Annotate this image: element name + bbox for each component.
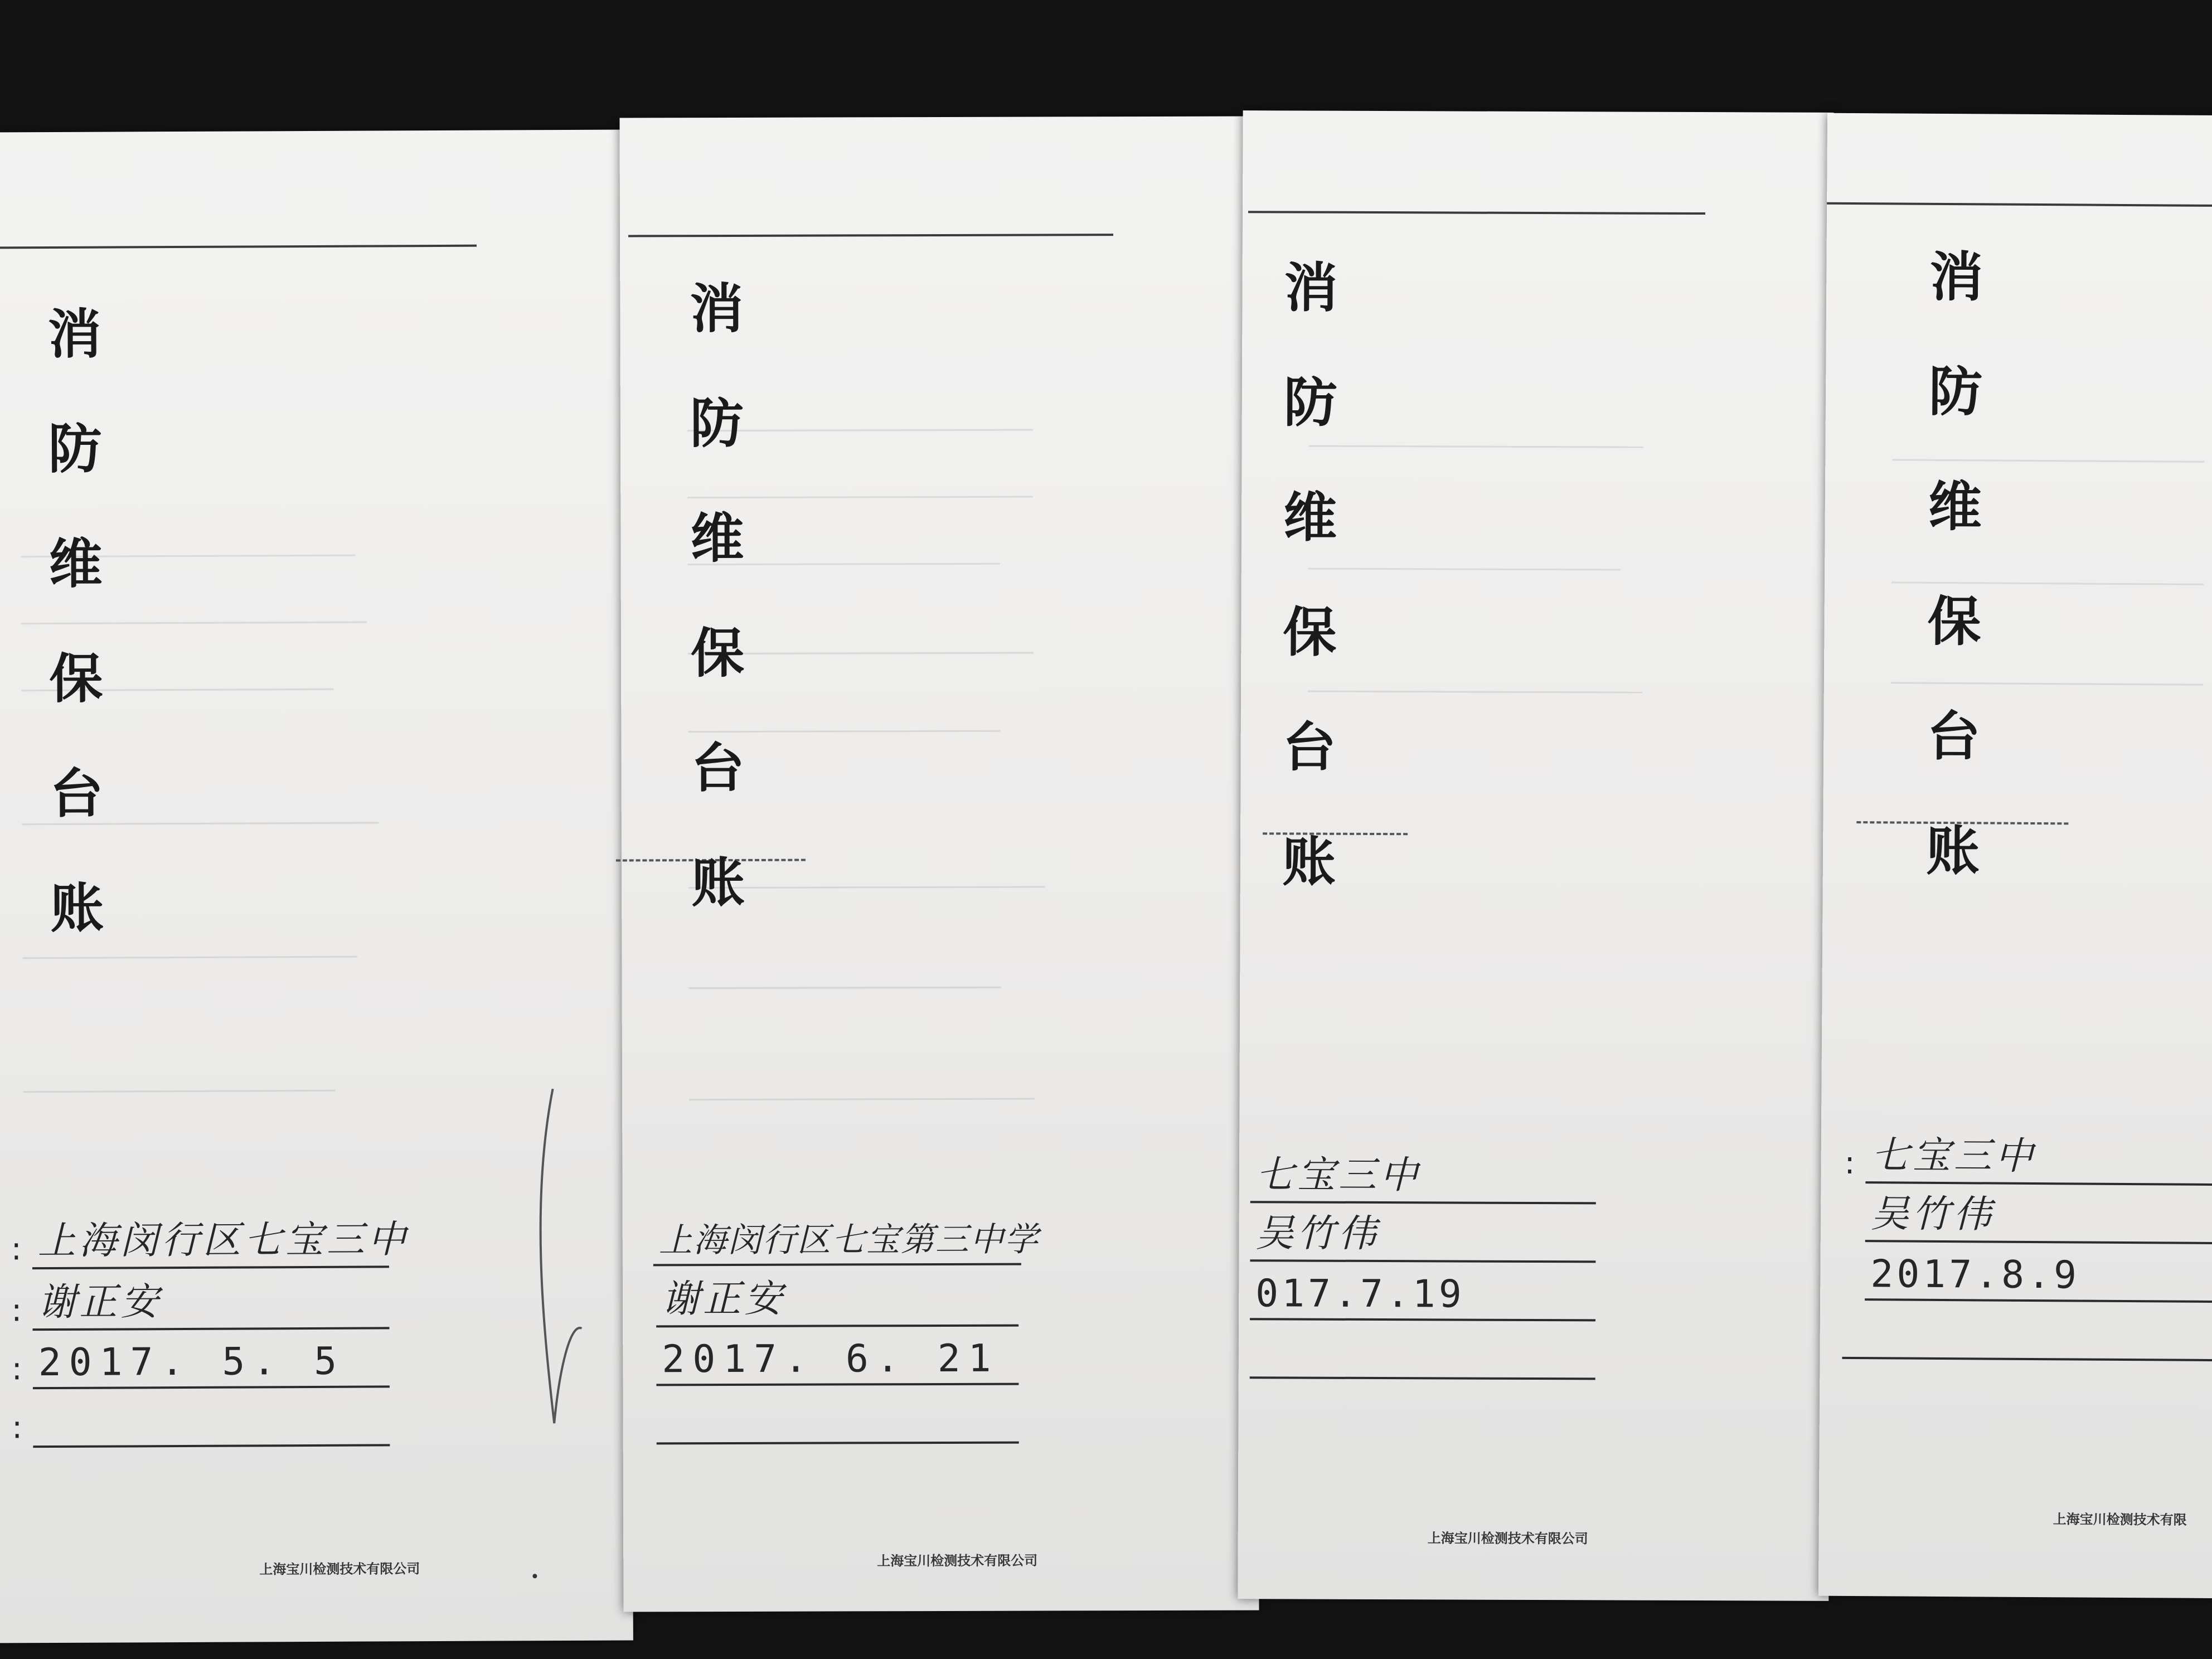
field-person: : 谢正安 (32, 1284, 389, 1331)
top-rule (0, 245, 477, 249)
title-char: 消 (690, 276, 744, 341)
field-date (1250, 1272, 1595, 1321)
footer-company: 上海宝川检测技术有限公司 (1427, 1530, 1588, 1547)
cover-title (690, 276, 764, 971)
title-char: 账 (1925, 819, 1980, 883)
field-person (656, 1277, 1018, 1328)
handwritten-school: 七宝三中 (1255, 1153, 1422, 1198)
title-char: 账 (50, 876, 104, 940)
title-char: 保 (1927, 589, 1981, 653)
field-school (653, 1220, 1039, 1267)
title-char: 防 (48, 417, 102, 481)
pencil-stroke (520, 1089, 588, 1435)
handwritten-date: 2017. 6. 21 (662, 1336, 999, 1382)
cover-title (1925, 245, 2002, 940)
footer-company: 上海宝川检测技术有限公司 (259, 1561, 420, 1578)
field-person (1250, 1211, 1595, 1263)
title-char: 维 (1928, 474, 1982, 539)
top-rule (1827, 202, 2212, 207)
field-blank (1842, 1314, 2212, 1361)
title-char: 消 (1929, 245, 1983, 309)
title-char: 消 (47, 302, 101, 366)
field-school (1250, 1153, 1596, 1204)
title-char: 防 (1928, 360, 1983, 424)
top-rule (1248, 211, 1705, 215)
title-char: 保 (1283, 600, 1337, 664)
handwritten-date: 2017. 5. 5 (38, 1339, 345, 1385)
handwritten-person: 吴竹伟 (1870, 1192, 1995, 1237)
title-char: 保 (690, 621, 745, 685)
field-blank (1250, 1334, 1595, 1380)
title-char: 维 (1283, 486, 1337, 549)
title-char: 防 (690, 391, 744, 455)
handwritten-person: 吴竹伟 (1255, 1211, 1380, 1257)
handwritten-person: 谢正安 (661, 1277, 786, 1322)
title-char: 保 (49, 647, 103, 711)
footer-company: 上海宝川检测技术有限 (2053, 1511, 2187, 1528)
handwritten-school: 上海闵行区七宝三中 (37, 1217, 409, 1264)
cover-sheet-3 (1238, 110, 1833, 1601)
cover-sheet-1 (0, 130, 633, 1643)
handwritten-date: 2017.8.9 (1870, 1252, 2080, 1298)
field-date (1865, 1252, 2212, 1303)
top-rule (628, 234, 1113, 237)
title-char: 账 (691, 851, 745, 915)
handwritten-person: 谢正安 (38, 1280, 162, 1325)
cover-sheet-4 (1818, 113, 2212, 1599)
title-char: 台 (691, 736, 745, 800)
title-char: 维 (48, 532, 103, 596)
handwritten-school: 七宝三中 (1871, 1133, 2036, 1179)
field-person (1865, 1192, 2212, 1244)
cover-title (47, 302, 123, 997)
field-date: : 2017. 5. 5 (33, 1343, 390, 1389)
title-char: 台 (1926, 704, 1981, 768)
footer-company: 上海宝川检测技术有限公司 (877, 1553, 1038, 1569)
title-char: 防 (1283, 371, 1338, 434)
title-char: 账 (1282, 830, 1336, 894)
title-char: 台 (50, 761, 104, 826)
field-date (656, 1336, 1018, 1386)
field-school: : 七宝三中 (1865, 1139, 2212, 1186)
field-blank: : (33, 1401, 390, 1448)
handwritten-date: 017.7.19 (1255, 1272, 1465, 1317)
cover-sheet-2 (619, 117, 1259, 1612)
cover-title (1282, 256, 1356, 950)
title-char: 台 (1282, 715, 1336, 779)
title-char: 消 (1284, 256, 1338, 319)
field-school: : 上海闵行区七宝三中 (32, 1223, 389, 1269)
title-char: 维 (690, 506, 744, 570)
handwritten-school: 上海闵行区七宝第三中学 (658, 1220, 1039, 1260)
field-blank (657, 1399, 1019, 1445)
